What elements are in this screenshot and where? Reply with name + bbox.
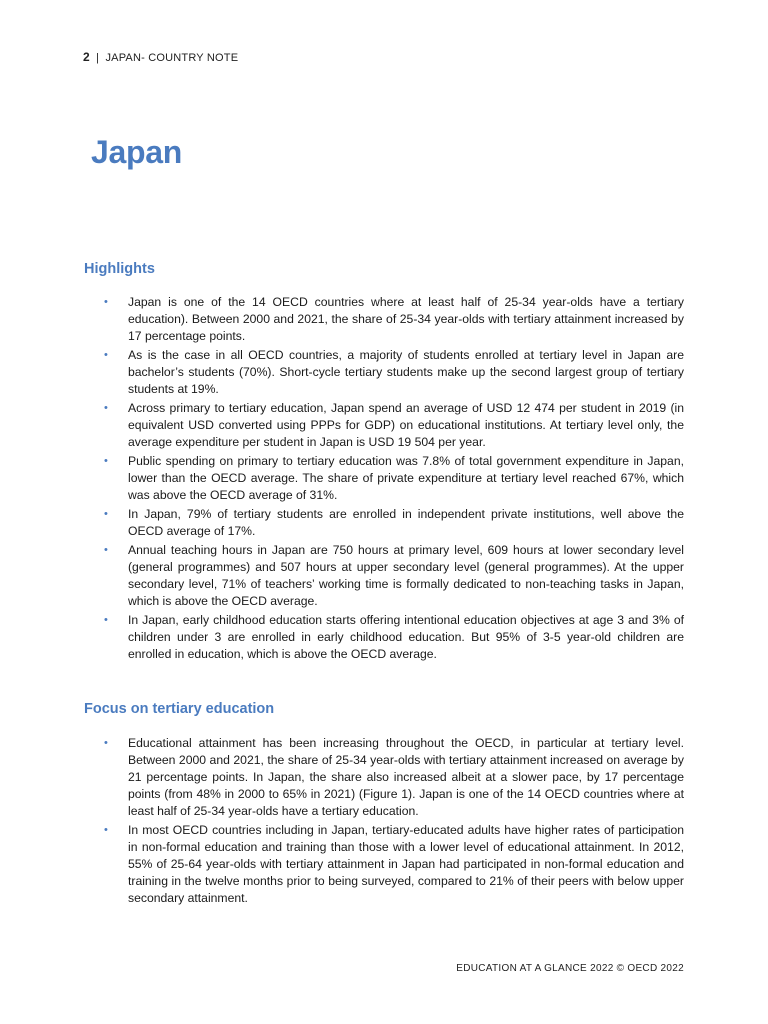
running-title: JAPAN- COUNTRY NOTE: [105, 52, 239, 64]
bullet-icon: •: [104, 402, 108, 414]
bullet-icon: •: [104, 824, 108, 836]
bullet-icon: •: [104, 508, 108, 520]
running-header: [83, 50, 238, 64]
bullet-icon: •: [104, 544, 108, 556]
focus-list: [104, 735, 684, 909]
list-item: • Public spending on primary to tertiary education was 7.8% of total government expenditure in Japan, lower than the OECD average. The share of private expenditure at tertiary level reached 67%, which was above the OECD average of 31%.: [104, 454, 684, 502]
list-item: • Annual teaching hours in Japan are 750 hours at primary level, 609 hours at lower secondary level (general programmes) and 507 hours at upper secondary level (general programmes). At the upper secondary level, 71% of teachers’ working time is formally dedicated to non-teaching tasks in Japan, which is above the OECD average.: [104, 543, 684, 608]
list-item: • In Japan, early childhood education starts offering intentional education objectives at age 3 and 3% of children under 3 are enrolled in early childhood education. But 95% of 3-5 year-old children are enrolled in education, which is above the OECD average.: [104, 613, 684, 661]
list-item: • As is the case in all OECD countries, a majority of students enrolled at tertiary level in Japan are bachelor’s students (70%). Short-cycle tertiary students make up the second largest group of tertiary students at 19%.: [104, 348, 684, 396]
section-heading-highlights: Highlights: [84, 261, 155, 277]
highlights-list: [104, 294, 684, 665]
list-item: • In most OECD countries including in Japan, tertiary-educated adults have higher rates of participation in non-formal education and training than those with a lower level of educational attainment. In 2012, 55% of 25-64 year-olds with tertiary attainment in Japan had participated in non-formal education and training in the twelve months prior to being surveyed, compared to 21% of their peers with below upper secondary attainment.: [104, 823, 684, 905]
page-title: Japan: [91, 134, 182, 170]
page-number: 2: [83, 50, 90, 64]
bullet-icon: •: [104, 614, 108, 626]
bullet-icon: •: [104, 296, 108, 308]
list-item: • In Japan, 79% of tertiary students are enrolled in independent private institutions, well above the OECD average of 17%.: [104, 507, 684, 538]
bullet-icon: •: [104, 349, 108, 361]
bullet-icon: •: [104, 737, 108, 749]
list-item: • Educational attainment has been increasing throughout the OECD, in particular at tertiary level. Between 2000 and 2021, the share of 25-34 year-olds with tertiary attainment increased on average by 21 percentage points. In Japan, the share also increased albeit at a slower pace, by 17 percentage points (from 48% in 2000 to 65% in 2021) (Figure 1). Japan is one of the 14 OECD countries where at least half of 25-34 year-olds have a tertiary education.: [104, 736, 684, 818]
header-separator: |: [96, 52, 100, 64]
section-heading-focus-tertiary: Focus on tertiary education: [84, 701, 275, 717]
running-footer: EDUCATION AT A GLANCE 2022 © OECD 2022: [456, 963, 684, 974]
list-item: • Across primary to tertiary education, Japan spend an average of USD 12 474 per student in 2019 (in equivalent USD converted using PPPs for GDP) on educational institutions. At tertiary level only, the average expenditure per student in Japan is USD 19 504 per year.: [104, 401, 684, 449]
bullet-icon: •: [104, 455, 108, 467]
list-item: • Japan is one of the 14 OECD countries where at least half of 25-34 year-olds have a tertiary education). Between 2000 and 2021, the share of 25-34 year-olds with tertiary attainment increased by 17 percentage points.: [104, 295, 684, 343]
